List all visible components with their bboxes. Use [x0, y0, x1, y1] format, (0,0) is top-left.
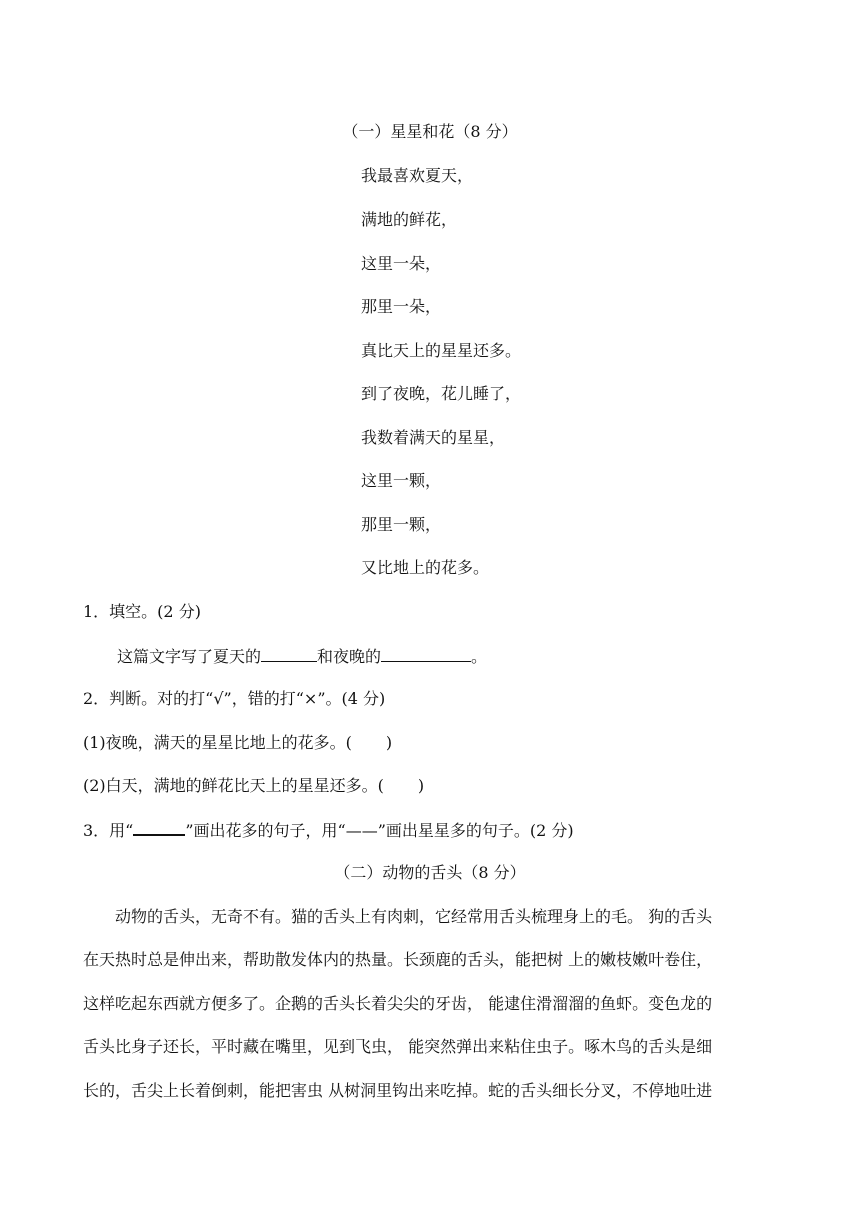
- passage-line: 动物的舌头，无奇不有。猫的舌头上有肉刺，它经常用舌头梳理身上的毛。 狗的舌头: [83, 907, 713, 926]
- poem-line: 到了夜晚，花儿睡了，: [361, 384, 522, 403]
- passage-line: 在天热时总是伸出来，帮助散发体内的热量。长颈鹿的舌头，能把树 上的嫩枝嫩叶卷住，: [83, 950, 713, 969]
- underline-sample: [133, 820, 185, 836]
- poem-line: 这里一朵，: [361, 254, 442, 273]
- answer-blank-1[interactable]: [261, 646, 317, 662]
- poem-line: 又比地上的花多。: [361, 558, 490, 577]
- question-2-item-1: [83, 733, 392, 753]
- fill-text: 和夜晚的: [317, 647, 382, 666]
- answer-blank-2[interactable]: [381, 646, 471, 662]
- fill-text: 。: [471, 647, 488, 666]
- fill-text: 这篇文字写了夏天的: [117, 647, 262, 666]
- poem-line: 满地的鲜花，: [361, 210, 458, 229]
- passage-line: 这样吃起东西就方便多了。企鹅的舌头长着尖尖的牙齿， 能逮住滑溜溜的鱼虾。变色龙的: [83, 994, 713, 1013]
- poem-line: 这里一颗，: [361, 471, 442, 490]
- poem-line: 那里一颗，: [361, 515, 442, 534]
- poem-line: 真比天上的星星还多。: [361, 341, 522, 360]
- passage-line: 长的，舌尖上长着倒刺，能把害虫 从树洞里钩出来吃掉。蛇的舌头细长分叉，不停地吐进: [83, 1081, 713, 1100]
- poem-line: 我最喜欢夏天，: [361, 166, 474, 185]
- judge-text: (1)夜晚，满天的星星比地上的花多。(: [83, 733, 352, 752]
- question-3: [83, 820, 574, 841]
- section1-title: （一）星星和花（8 分）: [342, 122, 518, 141]
- q3-text: ”画出花多的句子，用“——”画出星星多的句子。(2 分): [185, 821, 574, 840]
- question-2-item-2: [83, 776, 424, 796]
- q3-text: 3．用“: [83, 821, 134, 840]
- section2-title: （二）动物的舌头（8 分）: [334, 863, 526, 882]
- judge-text: (2)白天，满地的鲜花比天上的星星还多。(: [83, 776, 384, 795]
- judge-close: ): [385, 733, 393, 752]
- question-2-label: 2．判断。对的打“√”，错的打“×”。(4 分): [83, 689, 386, 708]
- question-1-label: 1．填空。(2 分): [83, 602, 201, 621]
- poem-line: 我数着满天的星星，: [361, 428, 506, 447]
- poem-line: 那里一朵，: [361, 297, 442, 316]
- question-1-fill-line: [117, 646, 487, 667]
- judge-close: ): [417, 776, 425, 795]
- passage-line: 舌头比身子还长，平时藏在嘴里，见到飞虫， 能突然弹出来粘住虫子。啄木鸟的舌头是细: [83, 1037, 713, 1056]
